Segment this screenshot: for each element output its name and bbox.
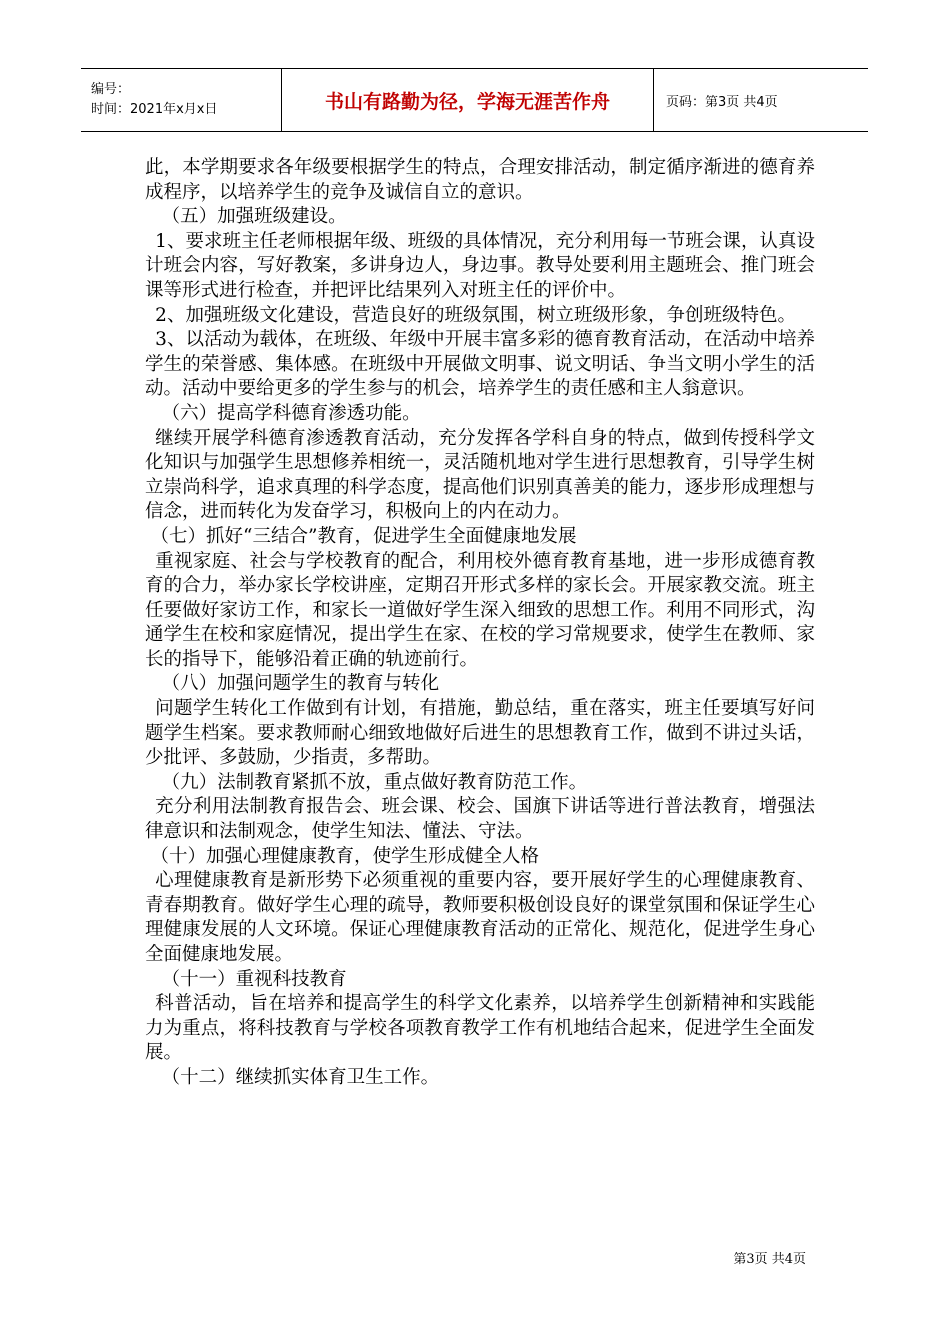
section-heading-11: （十一）重视科技教育 bbox=[161, 968, 347, 990]
page-footer: 第3页 共4页 bbox=[733, 1252, 806, 1267]
section-heading-5: （五）加强班级建设。 bbox=[161, 206, 347, 228]
section-heading-10: （十）加强心理健康教育，使学生形成健全人格 bbox=[150, 845, 540, 867]
body-paragraph: 继续开展学科德育渗透教育活动，充分发挥各学科自身的特点，做到传授科学文化知识与加强学生思想修养相统一，灵活随机地对学生进行思想教育，引导学生树立崇尚科学，追求真理的科学态度，提高他们识别真善美的能力，逐步形成理想与信念，进而转化为发奋学习，积极向上的内在动力。 bbox=[145, 427, 815, 523]
document-time-label: 时间：2021年x月x日 bbox=[91, 102, 218, 117]
section-heading-9: （九）法制教育紧抓不放，重点做好教育防范工作。 bbox=[161, 771, 588, 793]
body-paragraph: 2、加强班级文化建设，营造良好的班级氛围，树立班级形象，争创班级特色。 bbox=[155, 304, 796, 326]
section-heading-7: （七）抓好“三结合”教育，促进学生全面健康地发展 bbox=[150, 525, 577, 547]
header-page-number: 页码：第3页 共4页 bbox=[666, 94, 778, 110]
body-paragraph: 问题学生转化工作做到有计划，有措施，勤总结，重在落实，班主任要填写好问题学生档案。要求教师耐心细致地做好后进生的思想教育工作，做到不讲过头话，少批评、多鼓励，少指责，多帮助。 bbox=[145, 698, 815, 769]
body-paragraph: 3、以活动为载体，在班级、年级中开展丰富多彩的德育教育活动，在活动中培养学生的荣誉感、集体感。在班级中开展做文明事、说文明话、争当文明小学生的活动。活动中要给更多的学生参与的机会，培养学生的责任感和主人翁意识。 bbox=[145, 329, 815, 400]
body-paragraph: 1、要求班主任老师根据年级、班级的具体情况，充分利用每一节班会课，认真设计班会内容，写好教案，多讲身边人，身边事。教导处要利用主题班会、推门班会课等形式进行检查，并把评比结果列入对班主任的评价中。 bbox=[145, 230, 815, 301]
body-paragraph: 心理健康教育是新形势下必须重视的重要内容，要开展好学生的心理健康教育、青春期教育。做好学生心理的疏导，教师要积极创设良好的课堂氛围和保证学生心理健康发展的人文环境。保证心理健康教育活动的正常化、规范化，促进学生身心全面健康地发展。 bbox=[145, 870, 815, 965]
header-meta bbox=[81, 69, 282, 131]
body-paragraph: 充分利用法制教育报告会、班会课、校会、国旗下讲话等进行普法教育，增强法律意识和法制观念，使学生知法、懂法、守法。 bbox=[145, 796, 815, 843]
body-paragraph: 此，本学期要求各年级要根据学生的特点，合理安排活动，制定循序渐进的德育养成程序，以培养学生的竞争及诚信自立的意识。 bbox=[145, 157, 815, 203]
section-heading-12: （十二）继续抓实体育卫生工作。 bbox=[161, 1066, 440, 1088]
section-heading-8: （八）加强问题学生的教育与转化 bbox=[161, 673, 440, 695]
document-body bbox=[145, 156, 815, 1091]
header-motto: 书山有路勤为径，学海无涯苦作舟 bbox=[282, 69, 654, 131]
page-header bbox=[81, 68, 868, 132]
section-heading-6: （六）提高学科德育渗透功能。 bbox=[161, 402, 421, 424]
body-paragraph: 重视家庭、社会与学校教育的配合，利用校外德育教育基地，进一步形成德育教育的合力，举办家长学校讲座，定期召开形式多样的家长会。开展家教交流。班主任要做好家访工作，和家长一道做好学生深入细致的思想工作。利用不同形式，沟通学生在校和家庭情况，提出学生在家、在校的学习常规要求，使学生在教师、家长的指导下，能够沿着正确的轨迹前行。 bbox=[145, 550, 815, 670]
document-number-label: 编号： bbox=[91, 82, 131, 97]
body-paragraph: 科普活动，旨在培养和提高学生的科学文化素养，以培养学生创新精神和实践能力为重点，将科技教育与学校各项教育教学工作有机地结合起来，促进学生全面发展。 bbox=[145, 993, 815, 1064]
